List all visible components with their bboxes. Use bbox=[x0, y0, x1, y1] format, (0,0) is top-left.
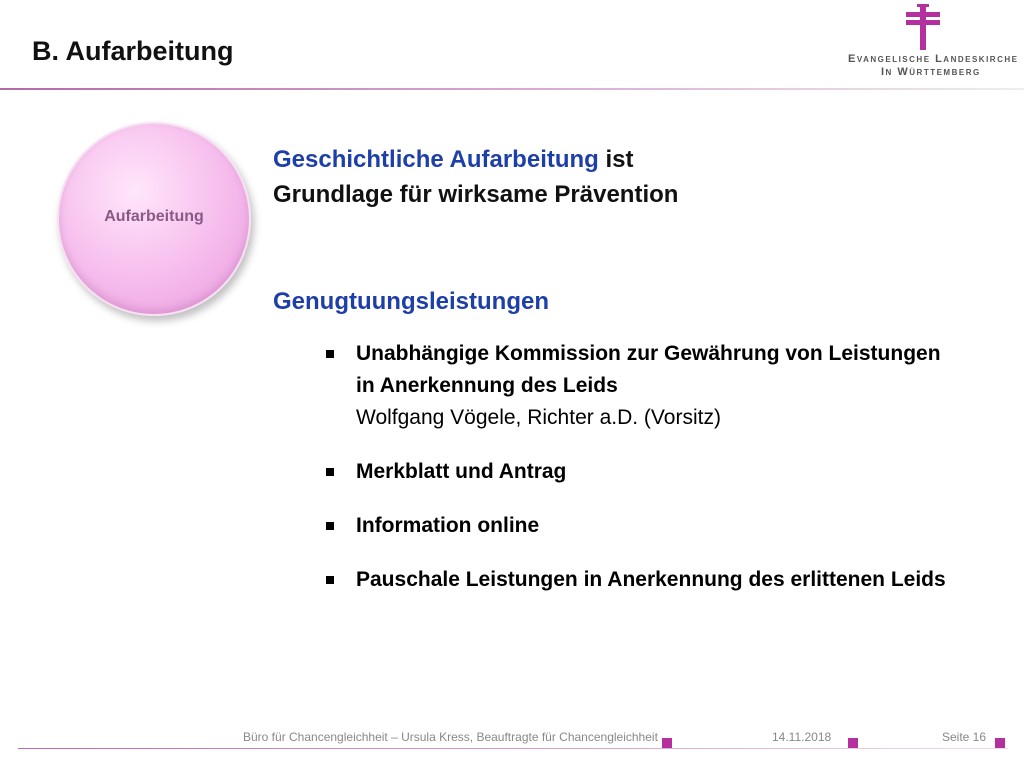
footer-square-icon bbox=[662, 738, 672, 748]
main-heading-line2: Grundlage für wirksame Prävention bbox=[273, 181, 679, 208]
logo-text-line1: Evangelische Landeskirche bbox=[848, 53, 1019, 65]
bullet-square-icon bbox=[326, 522, 334, 530]
footer-square-icon bbox=[995, 738, 1005, 748]
list-item bbox=[320, 338, 960, 434]
cross-icon bbox=[906, 4, 940, 50]
list-item bbox=[320, 564, 960, 596]
main-heading-highlight: Geschichtliche Aufarbeitung bbox=[273, 146, 599, 173]
bullet-list bbox=[320, 338, 960, 596]
topic-circle bbox=[57, 122, 251, 316]
list-item bbox=[320, 456, 960, 488]
church-logo bbox=[844, 4, 1019, 79]
list-item bbox=[320, 510, 960, 542]
footer-office: Büro für Chancengleichheit – Ursula Kress, Beauftragte für Chancengleichheit bbox=[243, 730, 658, 744]
list-item-bold: Information online bbox=[356, 514, 540, 537]
bullet-square-icon bbox=[326, 350, 334, 358]
bullet-square-icon bbox=[326, 576, 334, 584]
footer-page-number: Seite 16 bbox=[942, 730, 987, 744]
list-item-bold: Unabhängige Kommission zur Gewährung von Leistungen in Anerkennung des Leids bbox=[356, 342, 941, 397]
header-divider bbox=[0, 88, 1024, 90]
list-item-bold: Merkblatt und Antrag bbox=[356, 460, 567, 483]
logo-text-line2: In Württemberg bbox=[881, 66, 981, 78]
footer-square-icon bbox=[848, 738, 858, 748]
slide-title: B. Aufarbeitung bbox=[32, 36, 234, 66]
list-item-detail: Wolfgang Vögele, Richter a.D. (Vorsitz) bbox=[356, 406, 721, 429]
section-heading: Genugtuungsleistungen bbox=[273, 288, 549, 315]
topic-circle-label: Aufarbeitung bbox=[104, 208, 204, 225]
bullet-square-icon bbox=[326, 468, 334, 476]
footer-date: 14.11.2018 bbox=[772, 730, 832, 744]
main-heading bbox=[273, 142, 873, 212]
list-item-bold: Pauschale Leistungen in Anerkennung des erlittenen Leids bbox=[356, 568, 946, 591]
main-heading-suffix: ist bbox=[598, 146, 634, 173]
footer-divider bbox=[18, 748, 1008, 749]
